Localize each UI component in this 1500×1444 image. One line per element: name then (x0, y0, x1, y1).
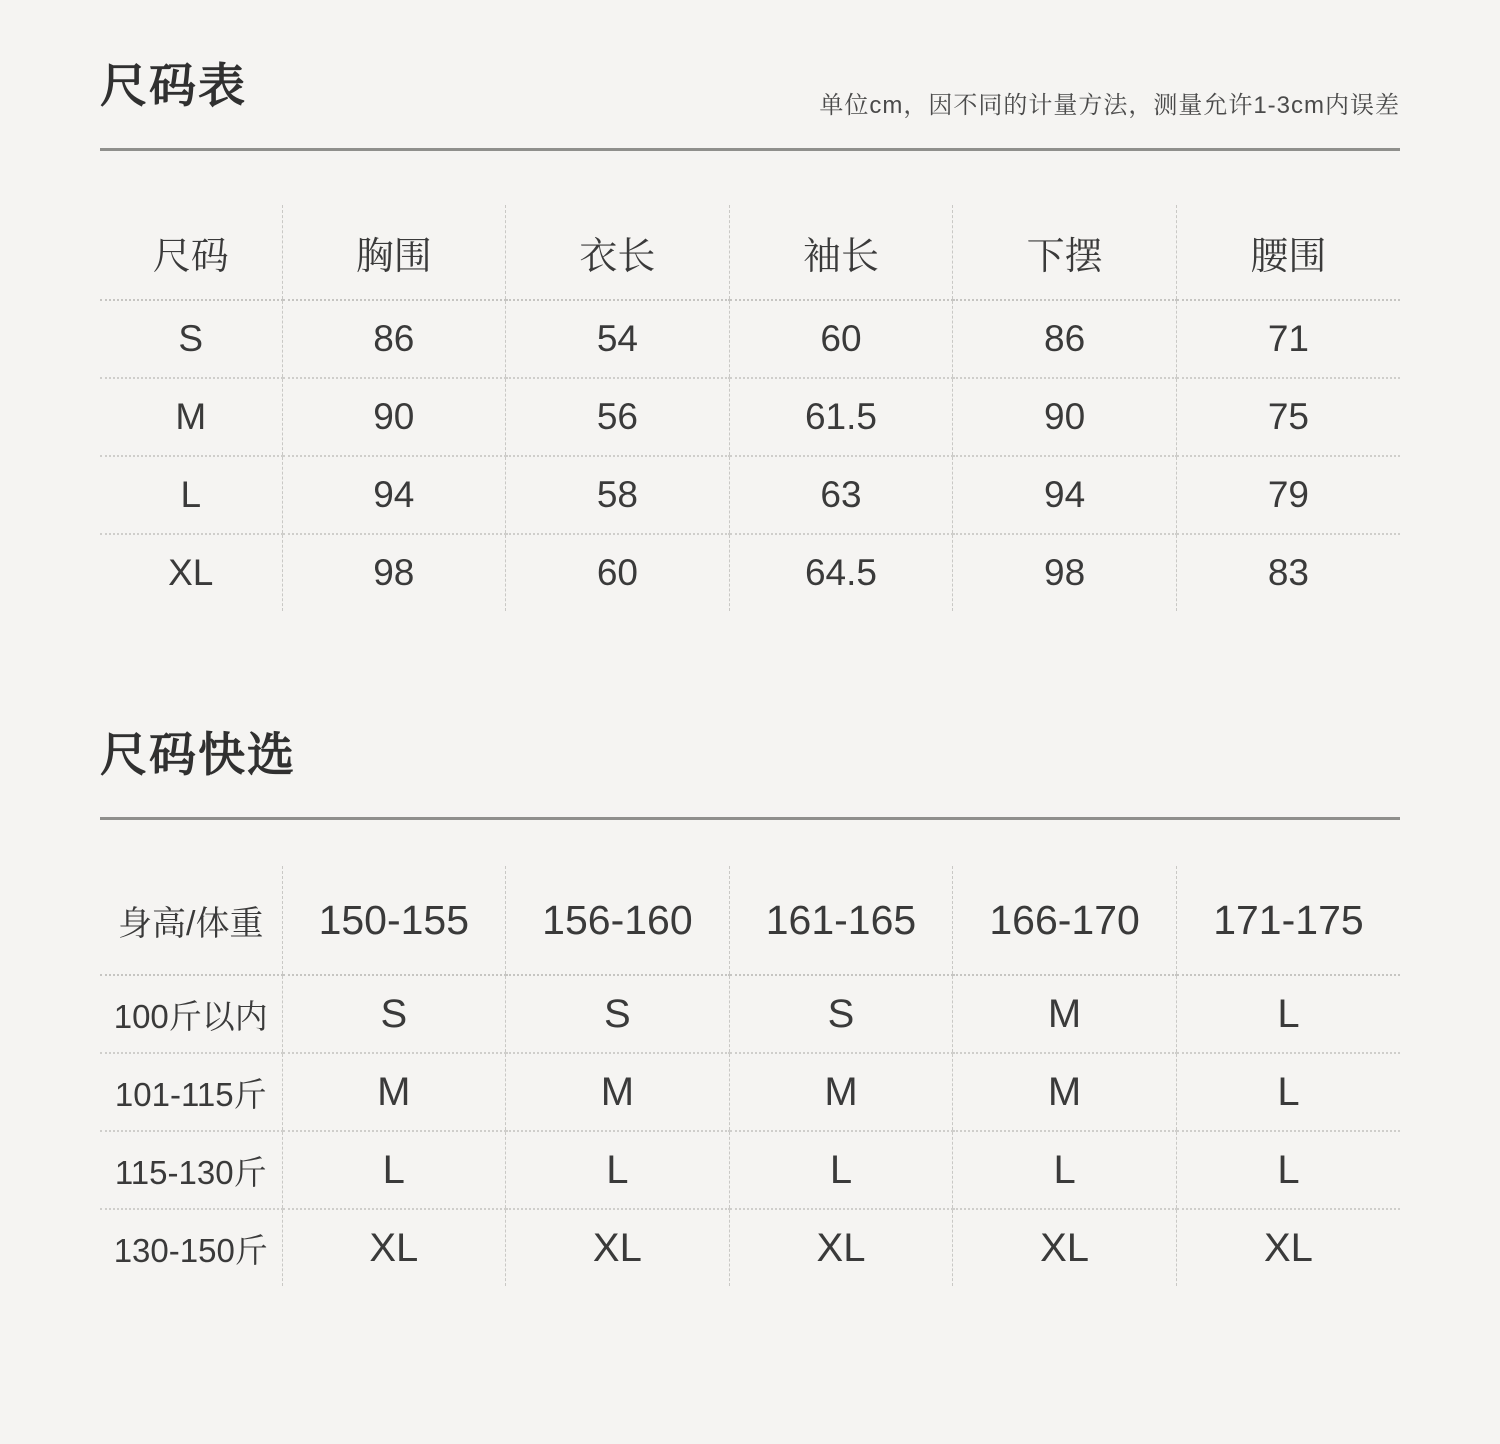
size-reco-cell: XL (282, 1209, 506, 1286)
column-header-hem: 下摆 (953, 205, 1177, 300)
table-row-m (100, 378, 1400, 456)
value-cell: 83 (1176, 534, 1400, 611)
quick-select-title: 尺码快选 (100, 728, 296, 781)
weight-label: 101-115斤 (100, 1053, 282, 1131)
value-cell: 64.5 (729, 534, 953, 611)
size-reco-cell: M (953, 1053, 1177, 1131)
size-reco-cell: M (729, 1053, 953, 1131)
value-cell: 56 (506, 378, 730, 456)
column-header-size: 尺码 (100, 205, 282, 300)
size-cell: M (100, 378, 282, 456)
size-reco-cell: XL (506, 1209, 730, 1286)
table-row-xl (100, 534, 1400, 611)
size-reco-cell: L (1176, 1053, 1400, 1131)
column-header-height-range: 166-170 (953, 866, 1177, 975)
size-reco-cell: M (506, 1053, 730, 1131)
column-header-height-weight: 身高/体重 (100, 866, 282, 975)
table-row-s (100, 300, 1400, 378)
value-cell: 71 (1267, 318, 1310, 359)
divider-line (100, 148, 1400, 151)
column-header-height-range: 171-175 (1176, 866, 1400, 975)
value-cell: 58 (506, 456, 730, 534)
value-cell: 60 (506, 534, 730, 611)
size-reco-cell: L (729, 1131, 953, 1209)
size-reco-cell: M (282, 1053, 506, 1131)
size-cell: XL (100, 534, 282, 611)
divider-line (100, 817, 1400, 820)
value-cell: 75 (1176, 378, 1400, 456)
value-cell: 60 (729, 300, 953, 378)
size-reco-cell: L (1277, 991, 1300, 1036)
quick-select-header (100, 727, 1400, 783)
column-header-waist: 腰围 (1176, 205, 1400, 300)
size-chart-header (100, 0, 1400, 119)
size-cell: S (100, 300, 282, 378)
size-reco-cell: XL (729, 1209, 953, 1286)
size-reco-cell: L (953, 1131, 1177, 1209)
value-cell: 94 (953, 456, 1177, 534)
table-row-l (100, 456, 1400, 534)
size-reco-cell: L (282, 1131, 506, 1209)
value-cell: 98 (282, 534, 506, 611)
value-cell: 86 (282, 300, 506, 378)
column-header-length: 衣长 (506, 205, 730, 300)
size-reco-cell: L (1176, 1131, 1400, 1209)
size-reco-cell: L (506, 1131, 730, 1209)
value-cell: 94 (282, 456, 506, 534)
quick-select-table (100, 866, 1400, 1286)
column-header-sleeve: 袖长 (729, 205, 953, 300)
size-reco-cell: S (729, 975, 953, 1053)
measurement-header-row (100, 205, 1400, 300)
weight-row-130-150 (100, 1209, 1400, 1286)
measurement-table (100, 205, 1400, 611)
value-cell: 90 (282, 378, 506, 456)
size-reco-cell: S (506, 975, 730, 1053)
size-cell: L (100, 456, 282, 534)
quick-select-header-row (100, 866, 1400, 975)
weight-label: 100斤以内 (100, 975, 282, 1053)
column-header-height-range: 156-160 (506, 866, 730, 975)
column-header-height-range: 161-165 (729, 866, 953, 975)
weight-row-under-100 (100, 975, 1400, 1053)
column-header-chest: 胸围 (282, 205, 506, 300)
unit-note: 单位cm，因不同的计量方法，测量允许1-3cm内误差 (819, 92, 1400, 119)
column-header-height-range: 150-155 (282, 866, 506, 975)
value-cell: 63 (729, 456, 953, 534)
value-cell: 61.5 (729, 378, 953, 456)
value-cell: 79 (1176, 456, 1400, 534)
size-reco-cell: XL (953, 1209, 1177, 1286)
weight-label: 115-130斤 (100, 1131, 282, 1209)
value-cell: 98 (953, 534, 1177, 611)
size-reco-cell: M (953, 975, 1177, 1053)
size-reco-cell: XL (1176, 1209, 1400, 1286)
value-cell: 86 (953, 300, 1177, 378)
weight-label: 130-150斤 (100, 1209, 282, 1286)
size-reco-cell: S (282, 975, 506, 1053)
weight-row-115-130 (100, 1131, 1400, 1209)
value-cell: 54 (506, 300, 730, 378)
size-chart-title: 尺码表 (100, 59, 247, 112)
weight-row-101-115 (100, 1053, 1400, 1131)
value-cell: 90 (953, 378, 1177, 456)
